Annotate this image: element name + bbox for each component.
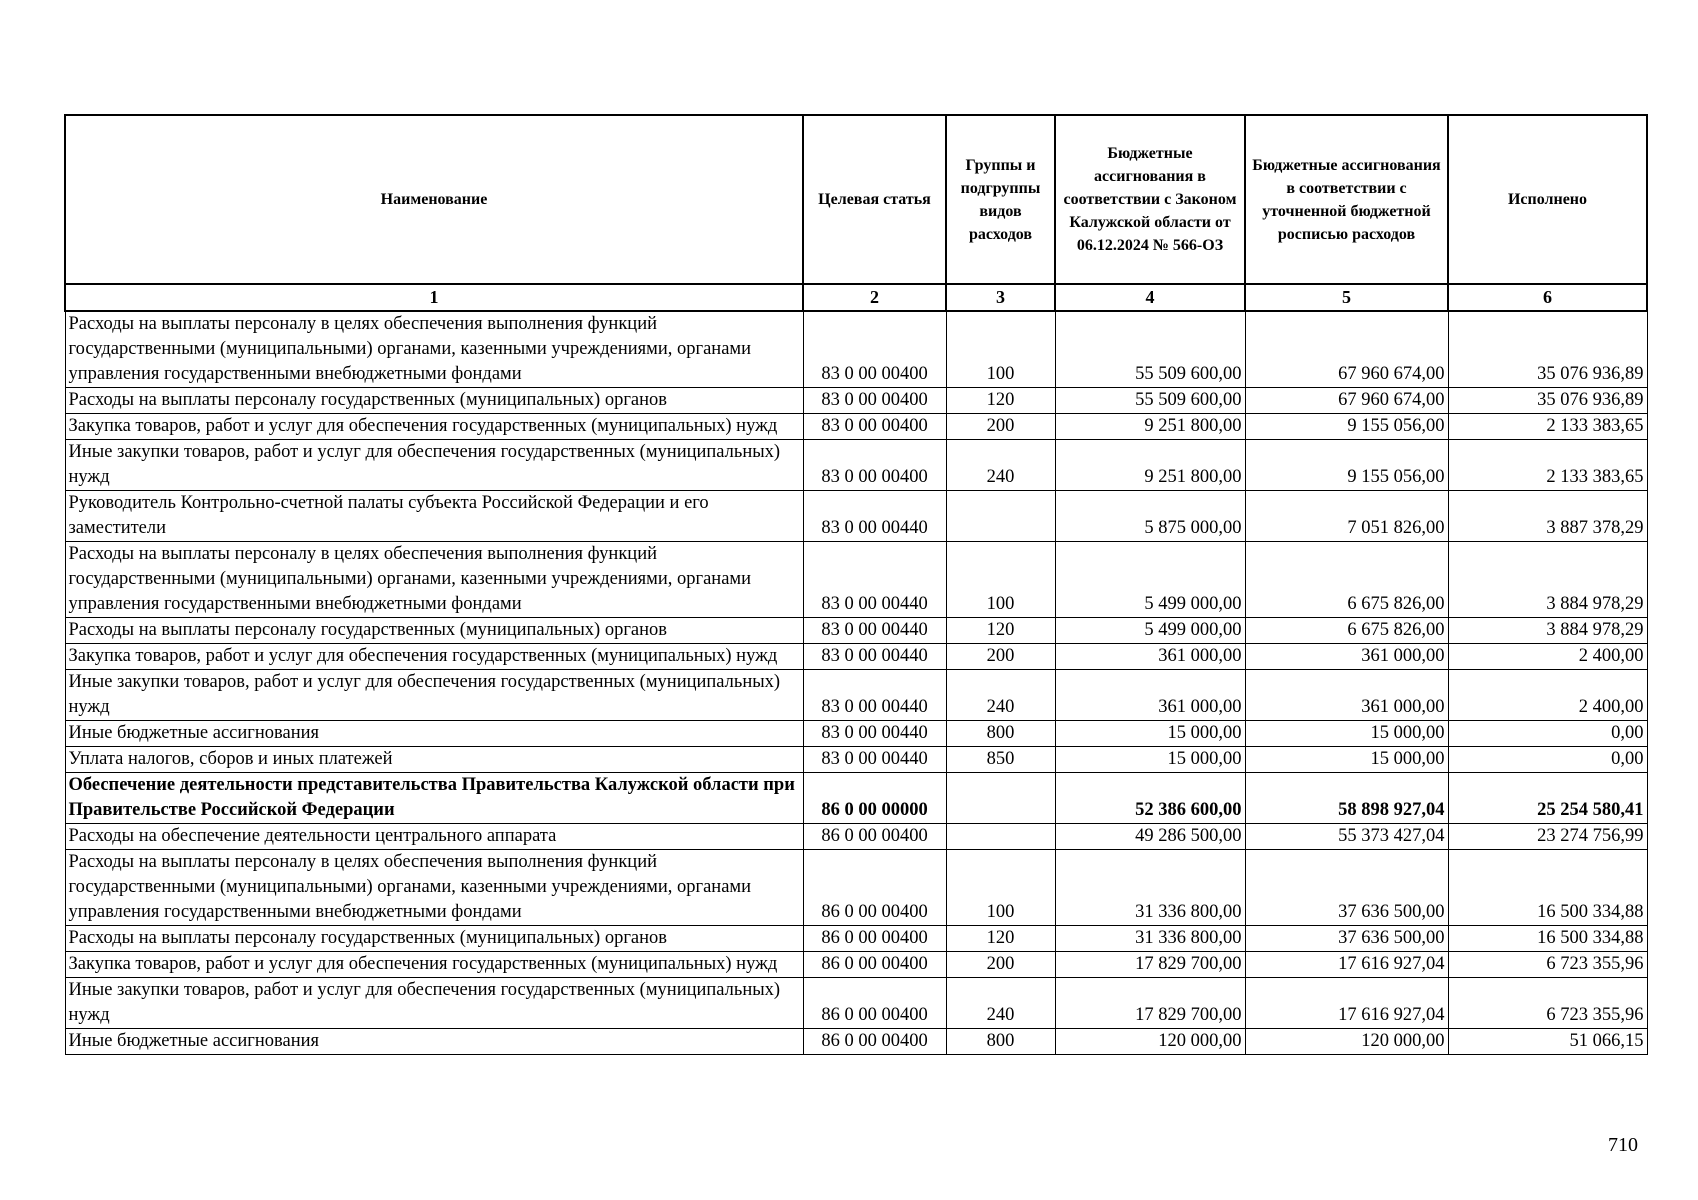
row-target-article: 86 0 00 00400 bbox=[803, 978, 946, 1029]
row-target-article: 86 0 00 00400 bbox=[803, 952, 946, 978]
row-expense-group: 100 bbox=[946, 850, 1055, 926]
row-executed: 2 133 383,65 bbox=[1448, 414, 1647, 440]
row-law-allocation: 17 829 700,00 bbox=[1055, 978, 1245, 1029]
row-name: Расходы на обеспечение деятельности центрального аппарата bbox=[65, 824, 803, 850]
table-row bbox=[65, 618, 1647, 644]
row-target-article: 83 0 00 00400 bbox=[803, 388, 946, 414]
row-name: Иные закупки товаров, работ и услуг для обеспечения государственных (муниципальных) нужд bbox=[65, 670, 803, 721]
row-law-allocation: 55 509 600,00 bbox=[1055, 388, 1245, 414]
row-executed: 23 274 756,99 bbox=[1448, 824, 1647, 850]
row-expense-group: 100 bbox=[946, 542, 1055, 618]
row-target-article: 83 0 00 00440 bbox=[803, 644, 946, 670]
row-expense-group bbox=[946, 824, 1055, 850]
row-target-article: 86 0 00 00400 bbox=[803, 824, 946, 850]
row-executed: 2 133 383,65 bbox=[1448, 440, 1647, 491]
column-number: 3 bbox=[946, 284, 1055, 311]
row-refined-allocation: 6 675 826,00 bbox=[1245, 542, 1448, 618]
row-executed: 2 400,00 bbox=[1448, 644, 1647, 670]
row-name: Расходы на выплаты персоналу государственных (муниципальных) органов bbox=[65, 618, 803, 644]
row-expense-group: 240 bbox=[946, 978, 1055, 1029]
row-law-allocation: 55 509 600,00 bbox=[1055, 311, 1245, 388]
column-number: 5 bbox=[1245, 284, 1448, 311]
row-law-allocation: 5 499 000,00 bbox=[1055, 542, 1245, 618]
row-name: Уплата налогов, сборов и иных платежей bbox=[65, 747, 803, 773]
row-target-article: 83 0 00 00440 bbox=[803, 721, 946, 747]
row-refined-allocation: 17 616 927,04 bbox=[1245, 952, 1448, 978]
row-target-article: 86 0 00 00400 bbox=[803, 926, 946, 952]
row-refined-allocation: 9 155 056,00 bbox=[1245, 440, 1448, 491]
table-row bbox=[65, 747, 1647, 773]
row-refined-allocation: 15 000,00 bbox=[1245, 747, 1448, 773]
row-law-allocation: 120 000,00 bbox=[1055, 1029, 1245, 1055]
table-row bbox=[65, 1029, 1647, 1055]
table-row bbox=[65, 952, 1647, 978]
row-law-allocation: 31 336 800,00 bbox=[1055, 926, 1245, 952]
row-refined-allocation: 6 675 826,00 bbox=[1245, 618, 1448, 644]
table-row bbox=[65, 721, 1647, 747]
row-name: Закупка товаров, работ и услуг для обеспечения государственных (муниципальных) нужд bbox=[65, 644, 803, 670]
row-law-allocation: 9 251 800,00 bbox=[1055, 414, 1245, 440]
table-row bbox=[65, 440, 1647, 491]
row-refined-allocation: 67 960 674,00 bbox=[1245, 388, 1448, 414]
row-name: Расходы на выплаты персоналу государственных (муниципальных) органов bbox=[65, 388, 803, 414]
table-header-row bbox=[65, 115, 1647, 284]
row-target-article: 86 0 00 00000 bbox=[803, 773, 946, 824]
row-executed: 35 076 936,89 bbox=[1448, 311, 1647, 388]
row-target-article: 86 0 00 00400 bbox=[803, 1029, 946, 1055]
row-expense-group bbox=[946, 491, 1055, 542]
row-executed: 3 887 378,29 bbox=[1448, 491, 1647, 542]
row-law-allocation: 361 000,00 bbox=[1055, 670, 1245, 721]
row-refined-allocation: 7 051 826,00 bbox=[1245, 491, 1448, 542]
header-expense-groups: Группы и подгруппы видов расходов bbox=[946, 115, 1055, 284]
row-refined-allocation: 120 000,00 bbox=[1245, 1029, 1448, 1055]
table-row bbox=[65, 414, 1647, 440]
row-target-article: 83 0 00 00440 bbox=[803, 618, 946, 644]
row-target-article: 86 0 00 00400 bbox=[803, 850, 946, 926]
header-refined-allocations: Бюджетные ассигнования в соответствии с уточненной бюджетной росписью расходов bbox=[1245, 115, 1448, 284]
table-row bbox=[65, 773, 1647, 824]
row-law-allocation: 9 251 800,00 bbox=[1055, 440, 1245, 491]
row-target-article: 83 0 00 00400 bbox=[803, 440, 946, 491]
column-number: 6 bbox=[1448, 284, 1647, 311]
row-refined-allocation: 67 960 674,00 bbox=[1245, 311, 1448, 388]
row-name: Закупка товаров, работ и услуг для обеспечения государственных (муниципальных) нужд bbox=[65, 414, 803, 440]
row-executed: 16 500 334,88 bbox=[1448, 850, 1647, 926]
column-number-row bbox=[65, 284, 1647, 311]
row-refined-allocation: 361 000,00 bbox=[1245, 670, 1448, 721]
row-executed: 0,00 bbox=[1448, 721, 1647, 747]
header-name: Наименование bbox=[65, 115, 803, 284]
row-expense-group: 120 bbox=[946, 618, 1055, 644]
row-executed: 6 723 355,96 bbox=[1448, 978, 1647, 1029]
table-row bbox=[65, 388, 1647, 414]
row-law-allocation: 5 499 000,00 bbox=[1055, 618, 1245, 644]
row-expense-group: 200 bbox=[946, 952, 1055, 978]
row-expense-group bbox=[946, 773, 1055, 824]
row-expense-group: 240 bbox=[946, 670, 1055, 721]
row-law-allocation: 31 336 800,00 bbox=[1055, 850, 1245, 926]
row-refined-allocation: 361 000,00 bbox=[1245, 644, 1448, 670]
row-name: Руководитель Контрольно-счетной палаты субъекта Российской Федерации и его заместители bbox=[65, 491, 803, 542]
row-target-article: 83 0 00 00440 bbox=[803, 670, 946, 721]
row-name: Закупка товаров, работ и услуг для обеспечения государственных (муниципальных) нужд bbox=[65, 952, 803, 978]
row-expense-group: 850 bbox=[946, 747, 1055, 773]
row-executed: 2 400,00 bbox=[1448, 670, 1647, 721]
row-executed: 51 066,15 bbox=[1448, 1029, 1647, 1055]
row-refined-allocation: 37 636 500,00 bbox=[1245, 926, 1448, 952]
row-law-allocation: 15 000,00 bbox=[1055, 721, 1245, 747]
table-row bbox=[65, 644, 1647, 670]
row-name: Расходы на выплаты персоналу в целях обеспечения выполнения функций государственными (муниципальными) органами, казенными учреждениями, органами управления государственными внебюджетными фондами bbox=[65, 542, 803, 618]
row-refined-allocation: 17 616 927,04 bbox=[1245, 978, 1448, 1029]
row-name: Иные закупки товаров, работ и услуг для обеспечения государственных (муниципальных) нужд bbox=[65, 978, 803, 1029]
row-executed: 25 254 580,41 bbox=[1448, 773, 1647, 824]
header-executed: Исполнено bbox=[1448, 115, 1647, 284]
header-law-allocations: Бюджетные ассигнования в соответствии с Законом Калужской области от 06.12.2024 № 566-ОЗ bbox=[1055, 115, 1245, 284]
row-name: Расходы на выплаты персоналу в целях обеспечения выполнения функций государственными (муниципальными) органами, казенными учреждениями, органами управления государственными внебюджетными фондами bbox=[65, 850, 803, 926]
table-row bbox=[65, 542, 1647, 618]
row-expense-group: 120 bbox=[946, 388, 1055, 414]
row-target-article: 83 0 00 00440 bbox=[803, 491, 946, 542]
table-body bbox=[65, 311, 1647, 1055]
row-law-allocation: 5 875 000,00 bbox=[1055, 491, 1245, 542]
row-executed: 0,00 bbox=[1448, 747, 1647, 773]
row-law-allocation: 15 000,00 bbox=[1055, 747, 1245, 773]
row-law-allocation: 49 286 500,00 bbox=[1055, 824, 1245, 850]
page-number: 710 bbox=[1608, 1134, 1638, 1156]
row-target-article: 83 0 00 00440 bbox=[803, 542, 946, 618]
row-expense-group: 200 bbox=[946, 644, 1055, 670]
row-law-allocation: 361 000,00 bbox=[1055, 644, 1245, 670]
table-row bbox=[65, 824, 1647, 850]
row-executed: 3 884 978,29 bbox=[1448, 542, 1647, 618]
table-row bbox=[65, 670, 1647, 721]
row-expense-group: 800 bbox=[946, 721, 1055, 747]
row-target-article: 83 0 00 00440 bbox=[803, 747, 946, 773]
row-target-article: 83 0 00 00400 bbox=[803, 311, 946, 388]
row-name: Иные закупки товаров, работ и услуг для обеспечения государственных (муниципальных) нужд bbox=[65, 440, 803, 491]
row-executed: 16 500 334,88 bbox=[1448, 926, 1647, 952]
table-row bbox=[65, 850, 1647, 926]
column-number: 1 bbox=[65, 284, 803, 311]
row-target-article: 83 0 00 00400 bbox=[803, 414, 946, 440]
row-expense-group: 100 bbox=[946, 311, 1055, 388]
row-executed: 35 076 936,89 bbox=[1448, 388, 1647, 414]
row-name: Иные бюджетные ассигнования bbox=[65, 721, 803, 747]
header-target-article: Целевая статья bbox=[803, 115, 946, 284]
budget-table bbox=[64, 114, 1648, 1055]
row-law-allocation: 52 386 600,00 bbox=[1055, 773, 1245, 824]
row-refined-allocation: 55 373 427,04 bbox=[1245, 824, 1448, 850]
row-expense-group: 240 bbox=[946, 440, 1055, 491]
row-refined-allocation: 58 898 927,04 bbox=[1245, 773, 1448, 824]
row-name: Расходы на выплаты персоналу государственных (муниципальных) органов bbox=[65, 926, 803, 952]
row-refined-allocation: 15 000,00 bbox=[1245, 721, 1448, 747]
table-row bbox=[65, 978, 1647, 1029]
row-executed: 6 723 355,96 bbox=[1448, 952, 1647, 978]
table-row bbox=[65, 926, 1647, 952]
row-expense-group: 120 bbox=[946, 926, 1055, 952]
row-expense-group: 800 bbox=[946, 1029, 1055, 1055]
row-refined-allocation: 9 155 056,00 bbox=[1245, 414, 1448, 440]
table-row bbox=[65, 491, 1647, 542]
row-executed: 3 884 978,29 bbox=[1448, 618, 1647, 644]
row-refined-allocation: 37 636 500,00 bbox=[1245, 850, 1448, 926]
row-name: Обеспечение деятельности представительства Правительства Калужской области при Правительстве Российской Федерации bbox=[65, 773, 803, 824]
row-name: Иные бюджетные ассигнования bbox=[65, 1029, 803, 1055]
row-name: Расходы на выплаты персоналу в целях обеспечения выполнения функций государственными (муниципальными) органами, казенными учреждениями, органами управления государственными внебюджетными фондами bbox=[65, 311, 803, 388]
row-law-allocation: 17 829 700,00 bbox=[1055, 952, 1245, 978]
table-row bbox=[65, 311, 1647, 388]
column-number: 4 bbox=[1055, 284, 1245, 311]
column-number: 2 bbox=[803, 284, 946, 311]
row-expense-group: 200 bbox=[946, 414, 1055, 440]
